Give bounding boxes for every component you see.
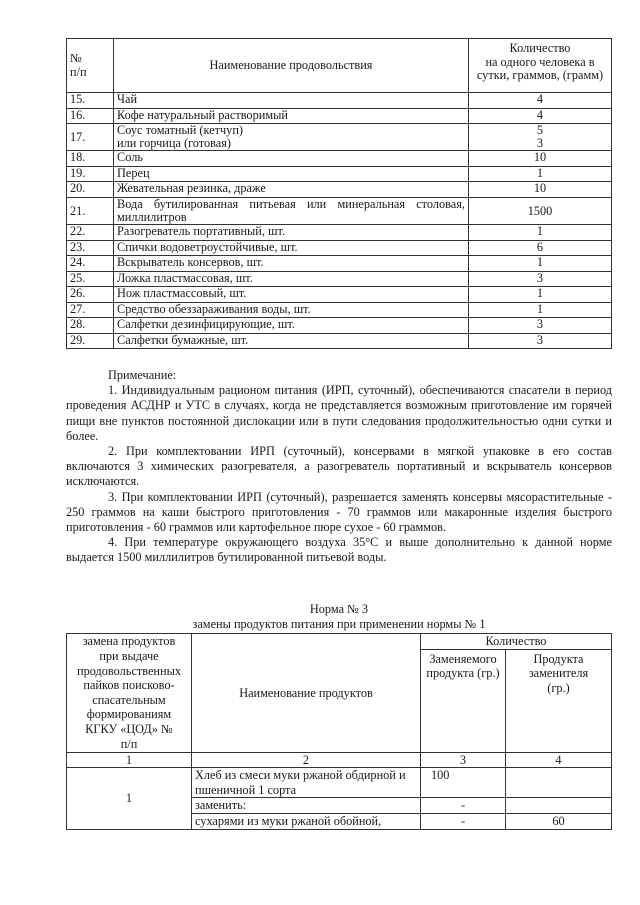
header-quantity: Количество на одного человека в сутки, граммов, (грамм) bbox=[469, 39, 612, 93]
table-row bbox=[67, 93, 612, 109]
ration-table-body bbox=[67, 93, 612, 349]
row-number: 27. bbox=[67, 302, 114, 318]
notes-header: Примечание: bbox=[108, 368, 177, 382]
quantity-value: 1 bbox=[536, 224, 544, 239]
header-food-name: Наименование продовольствия bbox=[114, 39, 469, 93]
table-row bbox=[67, 182, 612, 198]
table-row bbox=[67, 256, 612, 272]
table-row bbox=[67, 302, 612, 318]
table-row bbox=[67, 108, 612, 124]
replacement-table bbox=[66, 633, 612, 830]
quantity bbox=[469, 93, 612, 109]
quantity bbox=[469, 225, 612, 241]
row-number: 18. bbox=[67, 151, 114, 167]
column-number: 1 bbox=[67, 752, 192, 768]
row-number: 19. bbox=[67, 166, 114, 182]
table-row bbox=[67, 197, 612, 224]
quantity-value: 3 bbox=[536, 136, 544, 151]
ration-table-header bbox=[67, 39, 612, 93]
substitute-amount: 60 bbox=[506, 813, 612, 829]
food-name-line: Средство обеззараживания воды, шт. bbox=[117, 301, 311, 316]
substitute-amount bbox=[506, 798, 612, 814]
norm3-heading bbox=[66, 602, 612, 632]
header-product-name: Наименование продуктов bbox=[192, 634, 421, 753]
food-name-line: Ложка пластмассовая, шт. bbox=[117, 270, 253, 285]
quantity-value: 6 bbox=[536, 239, 544, 254]
quantity bbox=[469, 108, 612, 124]
food-name bbox=[114, 333, 469, 349]
column-number: 3 bbox=[421, 752, 506, 768]
row-number: 21. bbox=[67, 197, 114, 224]
quantity bbox=[469, 302, 612, 318]
column-number: 4 bbox=[506, 752, 612, 768]
food-name-line: Спички водоветроустойчивые, шт. bbox=[117, 239, 298, 254]
row-number: 25. bbox=[67, 271, 114, 287]
quantity-value: 5 bbox=[536, 123, 544, 137]
header-quantity-group: Количество bbox=[421, 634, 612, 650]
header-substitute-product: Продукта заменителя (гр.) bbox=[506, 649, 612, 752]
food-name bbox=[114, 225, 469, 241]
quantity-value: 10 bbox=[533, 181, 547, 196]
quantity-value: 4 bbox=[536, 107, 544, 122]
note-item-3: 3. При комплектовании ИРП (суточный), разрешается заменять консервы мясорастительные - 250 граммов на каши быстрого приготовления - 70 граммов или макаронные изделия быстрого приготовления - 60 граммов или картофельное пюре сухое - 60 граммов. bbox=[66, 489, 612, 535]
food-name-line: Салфетки дезинфицирующие, шт. bbox=[117, 317, 295, 332]
table-row bbox=[67, 333, 612, 349]
table-row bbox=[67, 151, 612, 167]
food-name-line: Разогреватель портативный, шт. bbox=[117, 224, 286, 239]
product-name: сухарями из муки ржаной обойной, bbox=[192, 813, 421, 829]
food-name-line: Жевательная резинка, драже bbox=[117, 181, 266, 196]
header-replacement-number: замена продуктов при выдаче продовольственных пайков поисково- спасательным формированиям КГКУ «ЦОД» № п/п bbox=[67, 634, 192, 753]
food-name bbox=[114, 240, 469, 256]
note-item-1: 1. Индивидуальным рационом питания (ИРП, суточный), обеспечиваются спасатели в период проведения АСДНР и УТС в случаях, когда не представляется возможным приготовление им горячей пищи вне пунктов постоянной дислокации или в пути следования продолжительностью одни сутки и более. bbox=[66, 383, 612, 443]
quantity bbox=[469, 271, 612, 287]
product-name: Хлеб из смеси муки ржаной обдирной и пшеничной 1 сорта bbox=[192, 768, 421, 798]
quantity bbox=[469, 124, 612, 151]
column-number: 2 bbox=[192, 752, 421, 768]
food-name-line: Кофе натуральный растворимый bbox=[117, 107, 288, 122]
table-row bbox=[67, 318, 612, 334]
quantity-value: 3 bbox=[536, 317, 544, 332]
row-number: 16. bbox=[67, 108, 114, 124]
header-replaced-product: Заменяемого продукта (гр.) bbox=[421, 649, 506, 752]
row-number: 23. bbox=[67, 240, 114, 256]
replaced-amount: - bbox=[421, 798, 506, 814]
food-name bbox=[114, 166, 469, 182]
food-name bbox=[114, 318, 469, 334]
norm3-subtitle: замены продуктов питания при применении нормы № 1 bbox=[192, 617, 486, 631]
food-name bbox=[114, 108, 469, 124]
quantity bbox=[469, 182, 612, 198]
row-number: 22. bbox=[67, 225, 114, 241]
food-name bbox=[114, 302, 469, 318]
quantity-value: 3 bbox=[536, 270, 544, 285]
substitute-amount bbox=[506, 768, 612, 798]
table-row bbox=[67, 768, 612, 798]
table-row bbox=[67, 240, 612, 256]
row-number: 20. bbox=[67, 182, 114, 198]
table-row bbox=[67, 271, 612, 287]
row-number: 26. bbox=[67, 287, 114, 303]
row-number: 24. bbox=[67, 256, 114, 272]
quantity-value: 10 bbox=[533, 150, 547, 165]
quantity-value: 1500 bbox=[527, 203, 553, 218]
quantity bbox=[469, 256, 612, 272]
food-name bbox=[114, 93, 469, 109]
quantity-value: 1 bbox=[536, 301, 544, 316]
food-name-line: Чай bbox=[117, 92, 138, 106]
quantity bbox=[469, 287, 612, 303]
food-name-line: Вскрыватель консервов, шт. bbox=[117, 255, 264, 270]
food-name bbox=[114, 182, 469, 198]
food-name bbox=[114, 151, 469, 167]
quantity bbox=[469, 151, 612, 167]
food-name bbox=[114, 124, 469, 151]
quantity-value: 1 bbox=[536, 255, 544, 270]
quantity-value: 4 bbox=[536, 92, 544, 106]
row-number: 28. bbox=[67, 318, 114, 334]
quantity-value: 3 bbox=[536, 332, 544, 347]
food-name-line: Салфетки бумажные, шт. bbox=[117, 332, 249, 347]
replacement-header-row-1 bbox=[67, 634, 612, 650]
replaced-amount: - bbox=[421, 813, 506, 829]
food-name-line: миллилитров bbox=[117, 210, 187, 225]
table-row bbox=[67, 225, 612, 241]
food-name-line: Перец bbox=[117, 165, 150, 180]
header-number: № п/п bbox=[67, 39, 114, 93]
food-name bbox=[114, 197, 469, 224]
quantity bbox=[469, 166, 612, 182]
quantity-value: 1 bbox=[536, 165, 544, 180]
food-name-line: Соль bbox=[117, 150, 143, 165]
quantity bbox=[469, 318, 612, 334]
food-name-line: или горчица (готовая) bbox=[117, 136, 232, 151]
column-number-row bbox=[67, 752, 612, 768]
food-name-line: Соус томатный (кетчуп) bbox=[117, 123, 244, 137]
quantity bbox=[469, 240, 612, 256]
food-name-line: Вода бутилированная питьевая или минеральная столовая, bbox=[117, 196, 465, 211]
product-name: заменить: bbox=[192, 798, 421, 814]
row-number: 29. bbox=[67, 333, 114, 349]
table-row bbox=[67, 124, 612, 151]
norm3-title: Норма № 3 bbox=[309, 602, 369, 616]
quantity-value: 1 bbox=[536, 286, 544, 301]
note-item-2: 2. При комплектовании ИРП (суточный), консервами в мягкой упаковке в его состав включаются 3 химических разогревателя, а разогреватель портативный и вскрыватель консервов исключаются. bbox=[66, 444, 612, 489]
quantity bbox=[469, 197, 612, 224]
food-name-line: Нож пластмассовый, шт. bbox=[117, 286, 247, 301]
quantity bbox=[469, 333, 612, 349]
food-name bbox=[114, 287, 469, 303]
row-number: 15. bbox=[67, 93, 114, 109]
notes-section bbox=[66, 368, 612, 566]
replaced-amount: 100 bbox=[421, 768, 506, 798]
table-row bbox=[67, 287, 612, 303]
food-name bbox=[114, 256, 469, 272]
row-number: 17. bbox=[67, 124, 114, 151]
food-name bbox=[114, 271, 469, 287]
note-item-4: 4. При температуре окружающего воздуха 35°С и выше дополнительно к данной норме выдается 1500 миллилитров бутилированной питьевой воды. bbox=[66, 535, 612, 565]
ration-table bbox=[66, 38, 612, 349]
table-row bbox=[67, 166, 612, 182]
group-number: 1 bbox=[67, 768, 192, 829]
